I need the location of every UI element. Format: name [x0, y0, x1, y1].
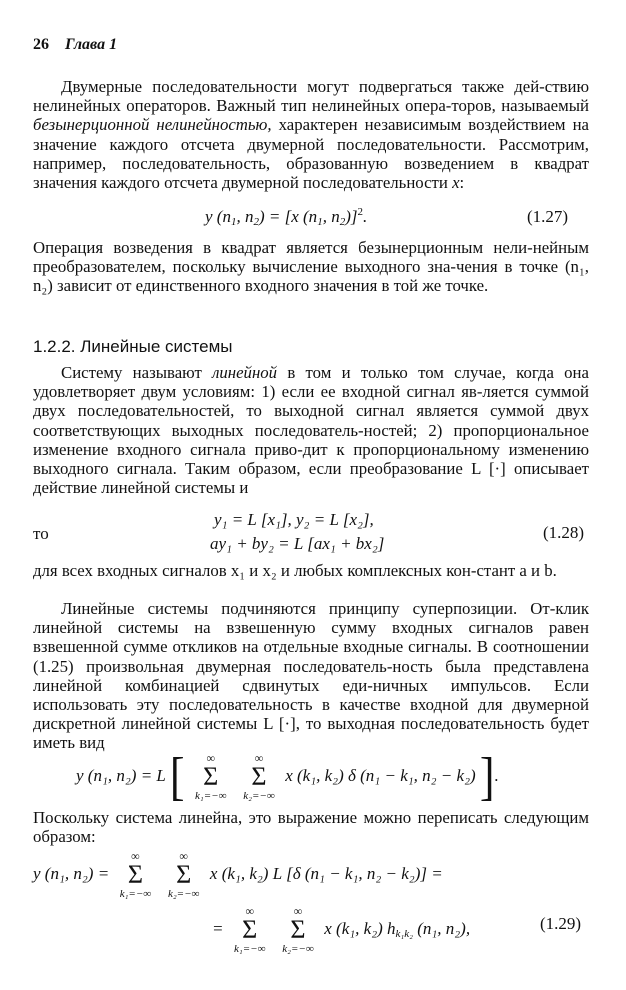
sum-k1-c: ∞ Σ k₁=−∞ [234, 904, 266, 955]
paragraph-6: Поскольку система линейна, это выражение можно переписать следующим образом: [33, 808, 589, 847]
equation-1-28-line1: y₁ = L [x₁], y₂ = L [x₂], [214, 510, 374, 529]
equation-1-29-line2 [212, 905, 470, 955]
to-word: то [33, 524, 49, 543]
sum-k1: ∞ Σ k₁=−∞ [195, 751, 227, 802]
page-number: 26 [33, 36, 49, 53]
chapter-title: Глава 1 [65, 36, 118, 53]
p1-x: x [452, 173, 460, 193]
sum-k2-b: ∞ Σ k₂=−∞ [167, 849, 200, 900]
sum-k2-c: ∞ Σ k₂=−∞ [282, 904, 314, 955]
eq129b-lhs: = [212, 918, 224, 938]
page-header [33, 36, 117, 54]
eq127-mid: , n [236, 207, 254, 226]
eq129a-body: x (k₁, k₂) L [δ (n₁ − k₁, n₂ − k₂)] = [209, 863, 443, 883]
eq127-rhs: ) = [x (n [258, 207, 318, 226]
eq127-mid2: , n [322, 207, 340, 226]
eq129a-lhs: y (n₁, n₂) = [33, 863, 110, 883]
eq129b-sub: k₁k₂ [395, 927, 413, 940]
equation-1-27: y ($n_1$, $n_2) = [x$ ($n_1$, $n_2)]^2$. [205, 206, 368, 228]
paragraph-3 [33, 363, 589, 497]
equation-label-1-28: (1.28) [543, 523, 585, 542]
p1-end: : [459, 173, 465, 193]
eqA-end: . [494, 765, 499, 785]
paragraph-5: Линейные системы подчиняются принципу суперпозиции. От-клик линейной системы на взвешенную сумму входных сигналов равен взвешенной сумме откликов на отдельные входные сигналы. В соотношении (1.25) произвольная двумерная последователь-ность была представлена линейной комбинацией сдвинутых еди-ничных импульсов. Если использовать эту последовательность в качестве входной для двумерной дискретной линейной системы L [·], то выходная последовательность будет иметь вид [33, 599, 589, 753]
eqA-lhs: y (n₁, n₂) = L [76, 765, 166, 785]
equation-label-1-27: (1.27) [527, 207, 569, 226]
paragraph-4: для всех входных сигналов x₁ и x₂ и любых комплексных кон-стант a и b. [33, 561, 557, 580]
paragraph-2: Операция возведения в квадрат является безынерционным нели-нейным преобразователем, поскольку вычисление выходного зна-чения в точке (n₁, n₂) зависит от единственного входного значения в той же точке. [33, 238, 589, 296]
eq127-lhs: y (n [205, 207, 231, 226]
p3-emphasis: линейной [212, 363, 278, 382]
section-heading: 1.2.2. Линейные системы [33, 337, 233, 356]
sum-k1-b: ∞ Σ k₁=−∞ [119, 849, 152, 900]
left-bracket: [ [169, 747, 185, 806]
sum-k2: ∞ Σ k₂=−∞ [243, 751, 275, 802]
equation-1-29-line1 [33, 850, 443, 900]
p3-text-a: Систему называют [61, 363, 202, 382]
paragraph-1 [33, 77, 589, 192]
right-bracket: ] [479, 747, 495, 806]
p1-rest: характерен независимым воздействием на значение каждого отсчета двумерной последовательности. Рассмотрим, например, последовательность, образованную возведением в квадрат значения каждого отсчета двумерной последовательности [33, 115, 590, 193]
equation-superposition [76, 747, 499, 806]
p3-text-b: в том и только том случае, когда она удовлетворяет двум условиям: 1) если ее входной сигнал яв-ляется суммой двух последовательностей, то выходной сигнал является суммой двух соответствующих выходных последователь-ностей; 2) пропорциональное изменение входного сигнала приво-дит к пропорциональному изменению выходного сигнала. Таким образом, если преобразование L [·] описывает действие линейной системы и [33, 363, 589, 498]
equation-label-1-29: (1.29) [540, 914, 582, 933]
eq127-end: )] [345, 207, 358, 226]
eqA-body: x (k₁, k₂) δ (n₁ − k₁, n₂ − k₂) [285, 765, 476, 785]
eq129b-tail: (n₁, n₂), [417, 918, 471, 938]
eq129b-body: x (k₁, k₂) h [324, 918, 396, 938]
equation-1-28-line2: ay₁ + by₂ = L [ax₁ + bx₂] [210, 534, 385, 553]
p1-emphasis: безынерционной нелинейностью, [33, 115, 272, 135]
p1-text: Двумерные последовательности могут подвергаться также дей-ствию нелинейных операторов. Важный тип нелинейных опера-торов, называемый [33, 77, 589, 116]
